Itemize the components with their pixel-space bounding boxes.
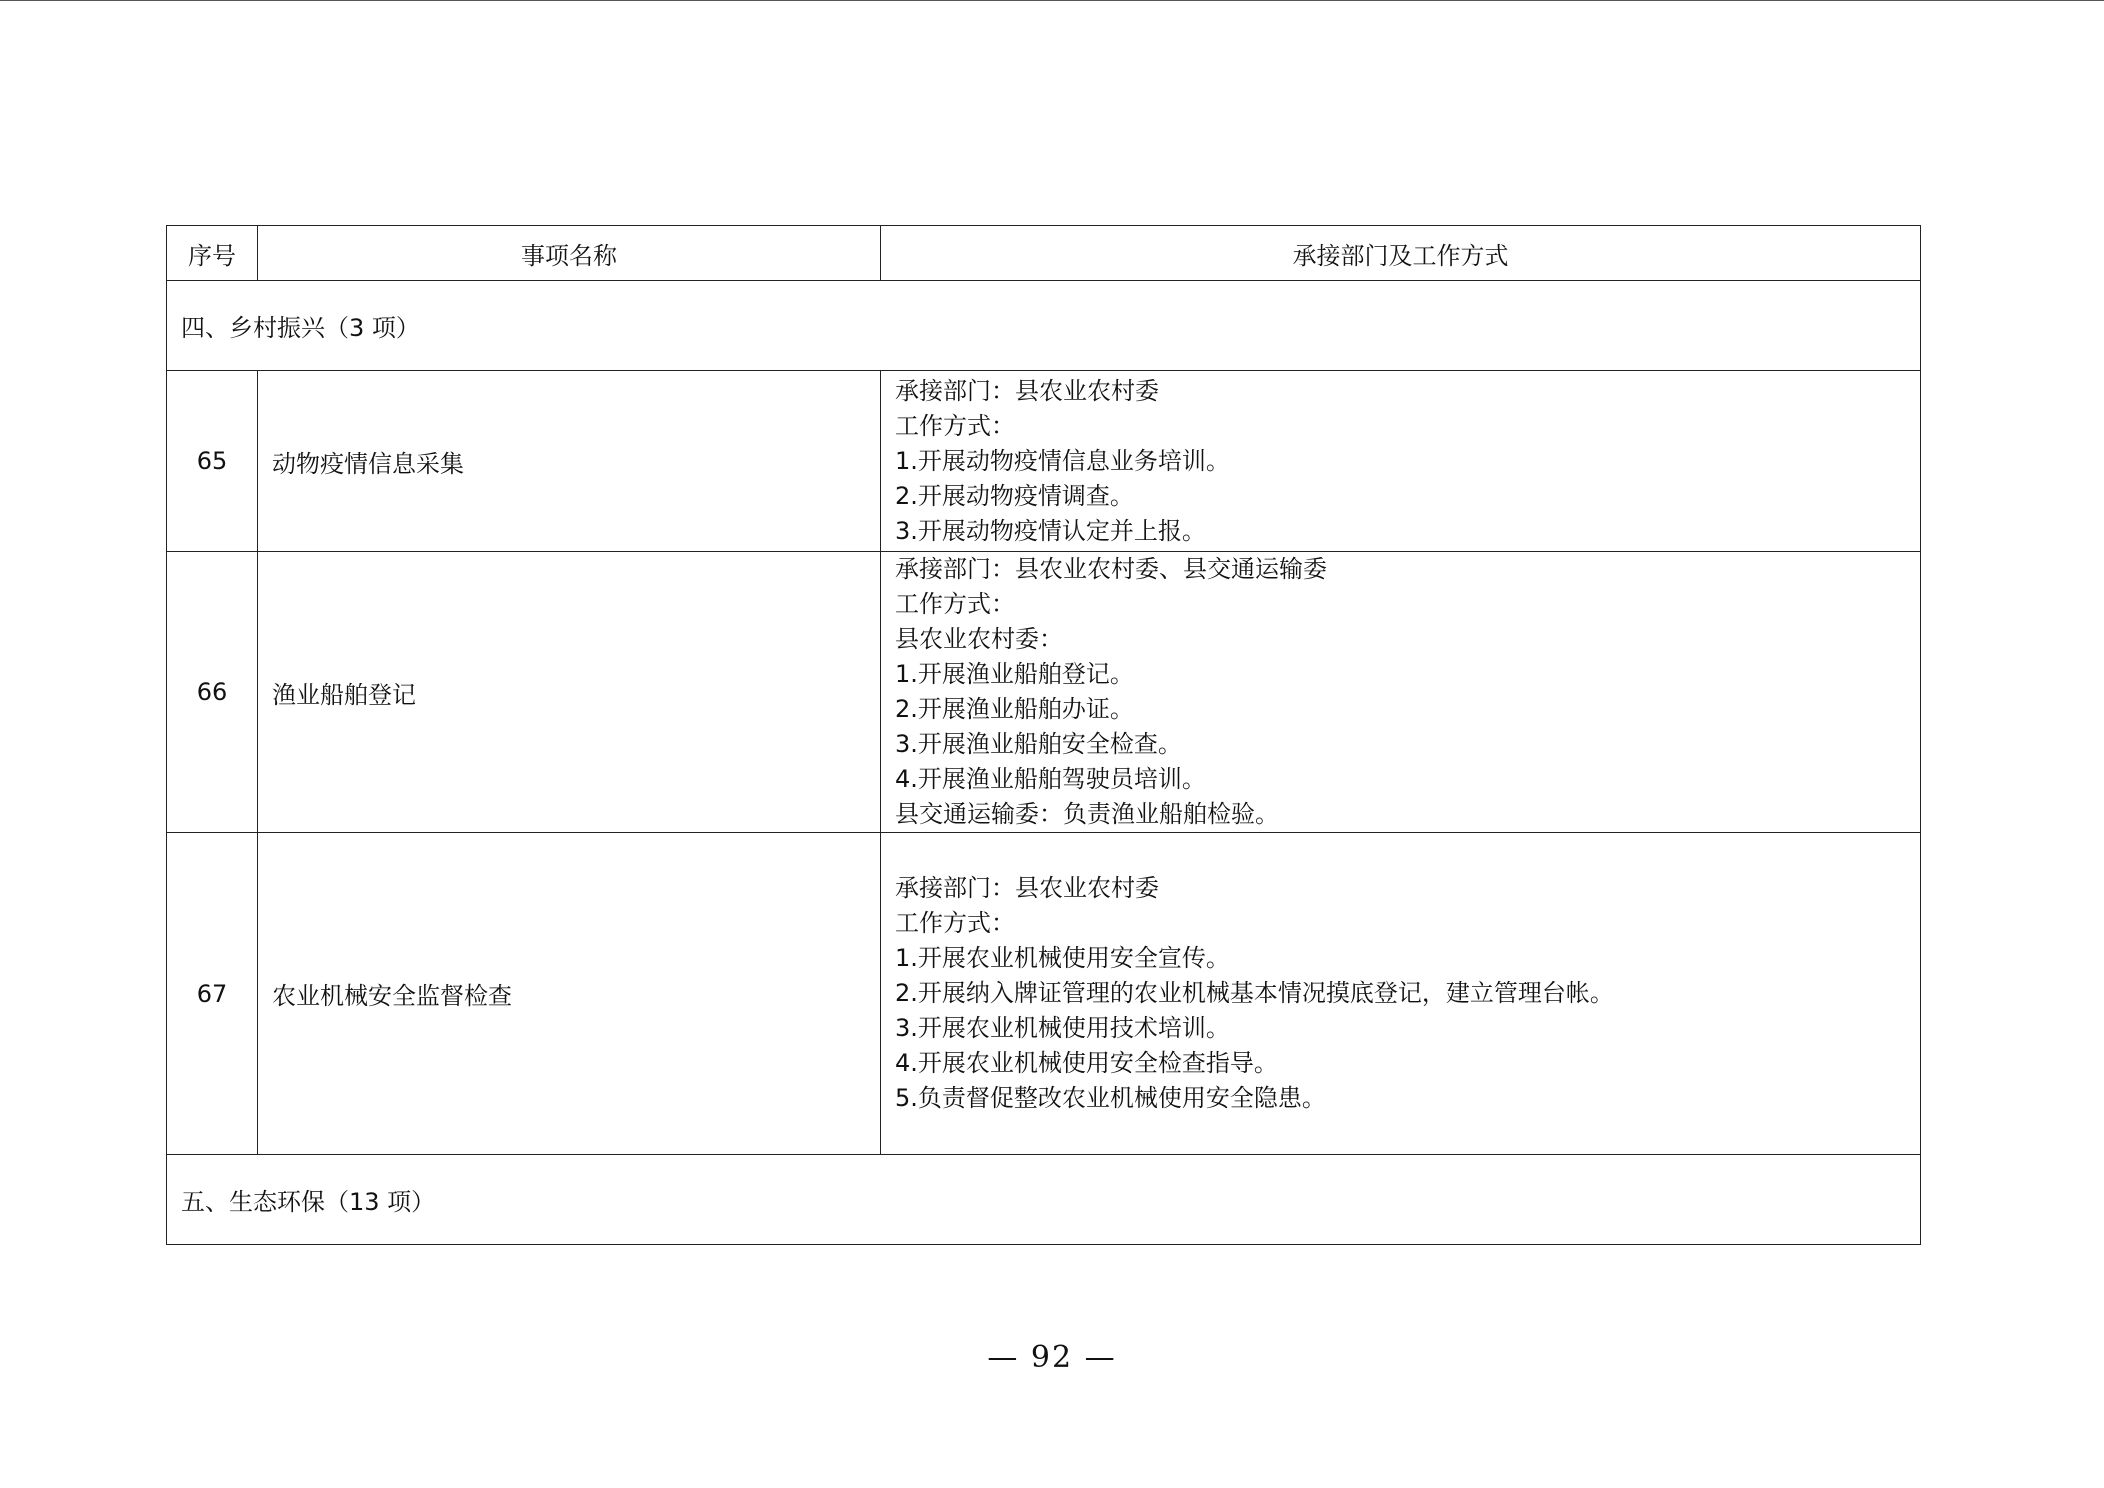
row-number: 67 [167, 833, 258, 1155]
table-row [167, 552, 1921, 833]
department-method-cell [881, 552, 1921, 833]
page-number: — 92 — [987, 1340, 1117, 1375]
dept-line: 2.开展动物疫情调查。 [895, 481, 1134, 510]
department-method-cell [881, 371, 1921, 552]
section-title: 四、乡村振兴（3 项） [167, 281, 1921, 371]
dept-line: 工作方式： [895, 590, 1015, 618]
dept-line: 1.开展渔业船舶登记。 [895, 660, 1134, 688]
dept-line: 工作方式： [895, 411, 1015, 440]
section-row-ecology [167, 1155, 1921, 1245]
dept-line: 2.开展纳入牌证管理的农业机械基本情况摸底登记，建立管理台帐。 [895, 979, 1614, 1007]
header-department-and-method: 承接部门及工作方式 [881, 226, 1921, 281]
item-name: 农业机械安全监督检查 [258, 833, 881, 1155]
dept-line: 1.开展动物疫情信息业务培训。 [895, 446, 1230, 475]
dept-line: 1.开展农业机械使用安全宣传。 [895, 944, 1230, 972]
dept-line: 4.开展渔业船舶驾驶员培训。 [895, 765, 1206, 793]
section-row-rural-revitalization [167, 281, 1921, 371]
row-number: 66 [167, 552, 258, 833]
dept-line: 3.开展农业机械使用技术培训。 [895, 1014, 1230, 1042]
dept-line: 承接部门：县农业农村委 [895, 874, 1159, 902]
dept-line: 县交通运输委：负责渔业船舶检验。 [895, 800, 1279, 828]
section-title: 五、生态环保（13 项） [167, 1155, 1921, 1245]
dept-line: 3.开展动物疫情认定并上报。 [895, 516, 1206, 545]
header-serial-number: 序号 [167, 226, 258, 281]
dept-line: 5.负责督促整改农业机械使用安全隐患。 [895, 1084, 1326, 1112]
dept-line: 承接部门：县农业农村委、县交通运输委 [895, 555, 1327, 583]
table-header-row [167, 226, 1921, 281]
dept-line: 工作方式： [895, 909, 1015, 937]
top-border-line [0, 0, 2104, 1]
dept-line: 2.开展渔业船舶办证。 [895, 695, 1134, 723]
dept-line: 3.开展渔业船舶安全检查。 [895, 730, 1182, 758]
header-item-name: 事项名称 [258, 226, 881, 281]
dept-line: 县农业农村委： [895, 625, 1063, 653]
row-number: 65 [167, 371, 258, 552]
table-row [167, 833, 1921, 1155]
department-method-cell [881, 833, 1921, 1155]
matters-table [166, 225, 1921, 1245]
item-name: 动物疫情信息采集 [258, 371, 881, 552]
dept-line: 4.开展农业机械使用安全检查指导。 [895, 1049, 1278, 1077]
dept-line: 承接部门：县农业农村委 [895, 376, 1159, 405]
item-name: 渔业船舶登记 [258, 552, 881, 833]
table-row [167, 371, 1921, 552]
